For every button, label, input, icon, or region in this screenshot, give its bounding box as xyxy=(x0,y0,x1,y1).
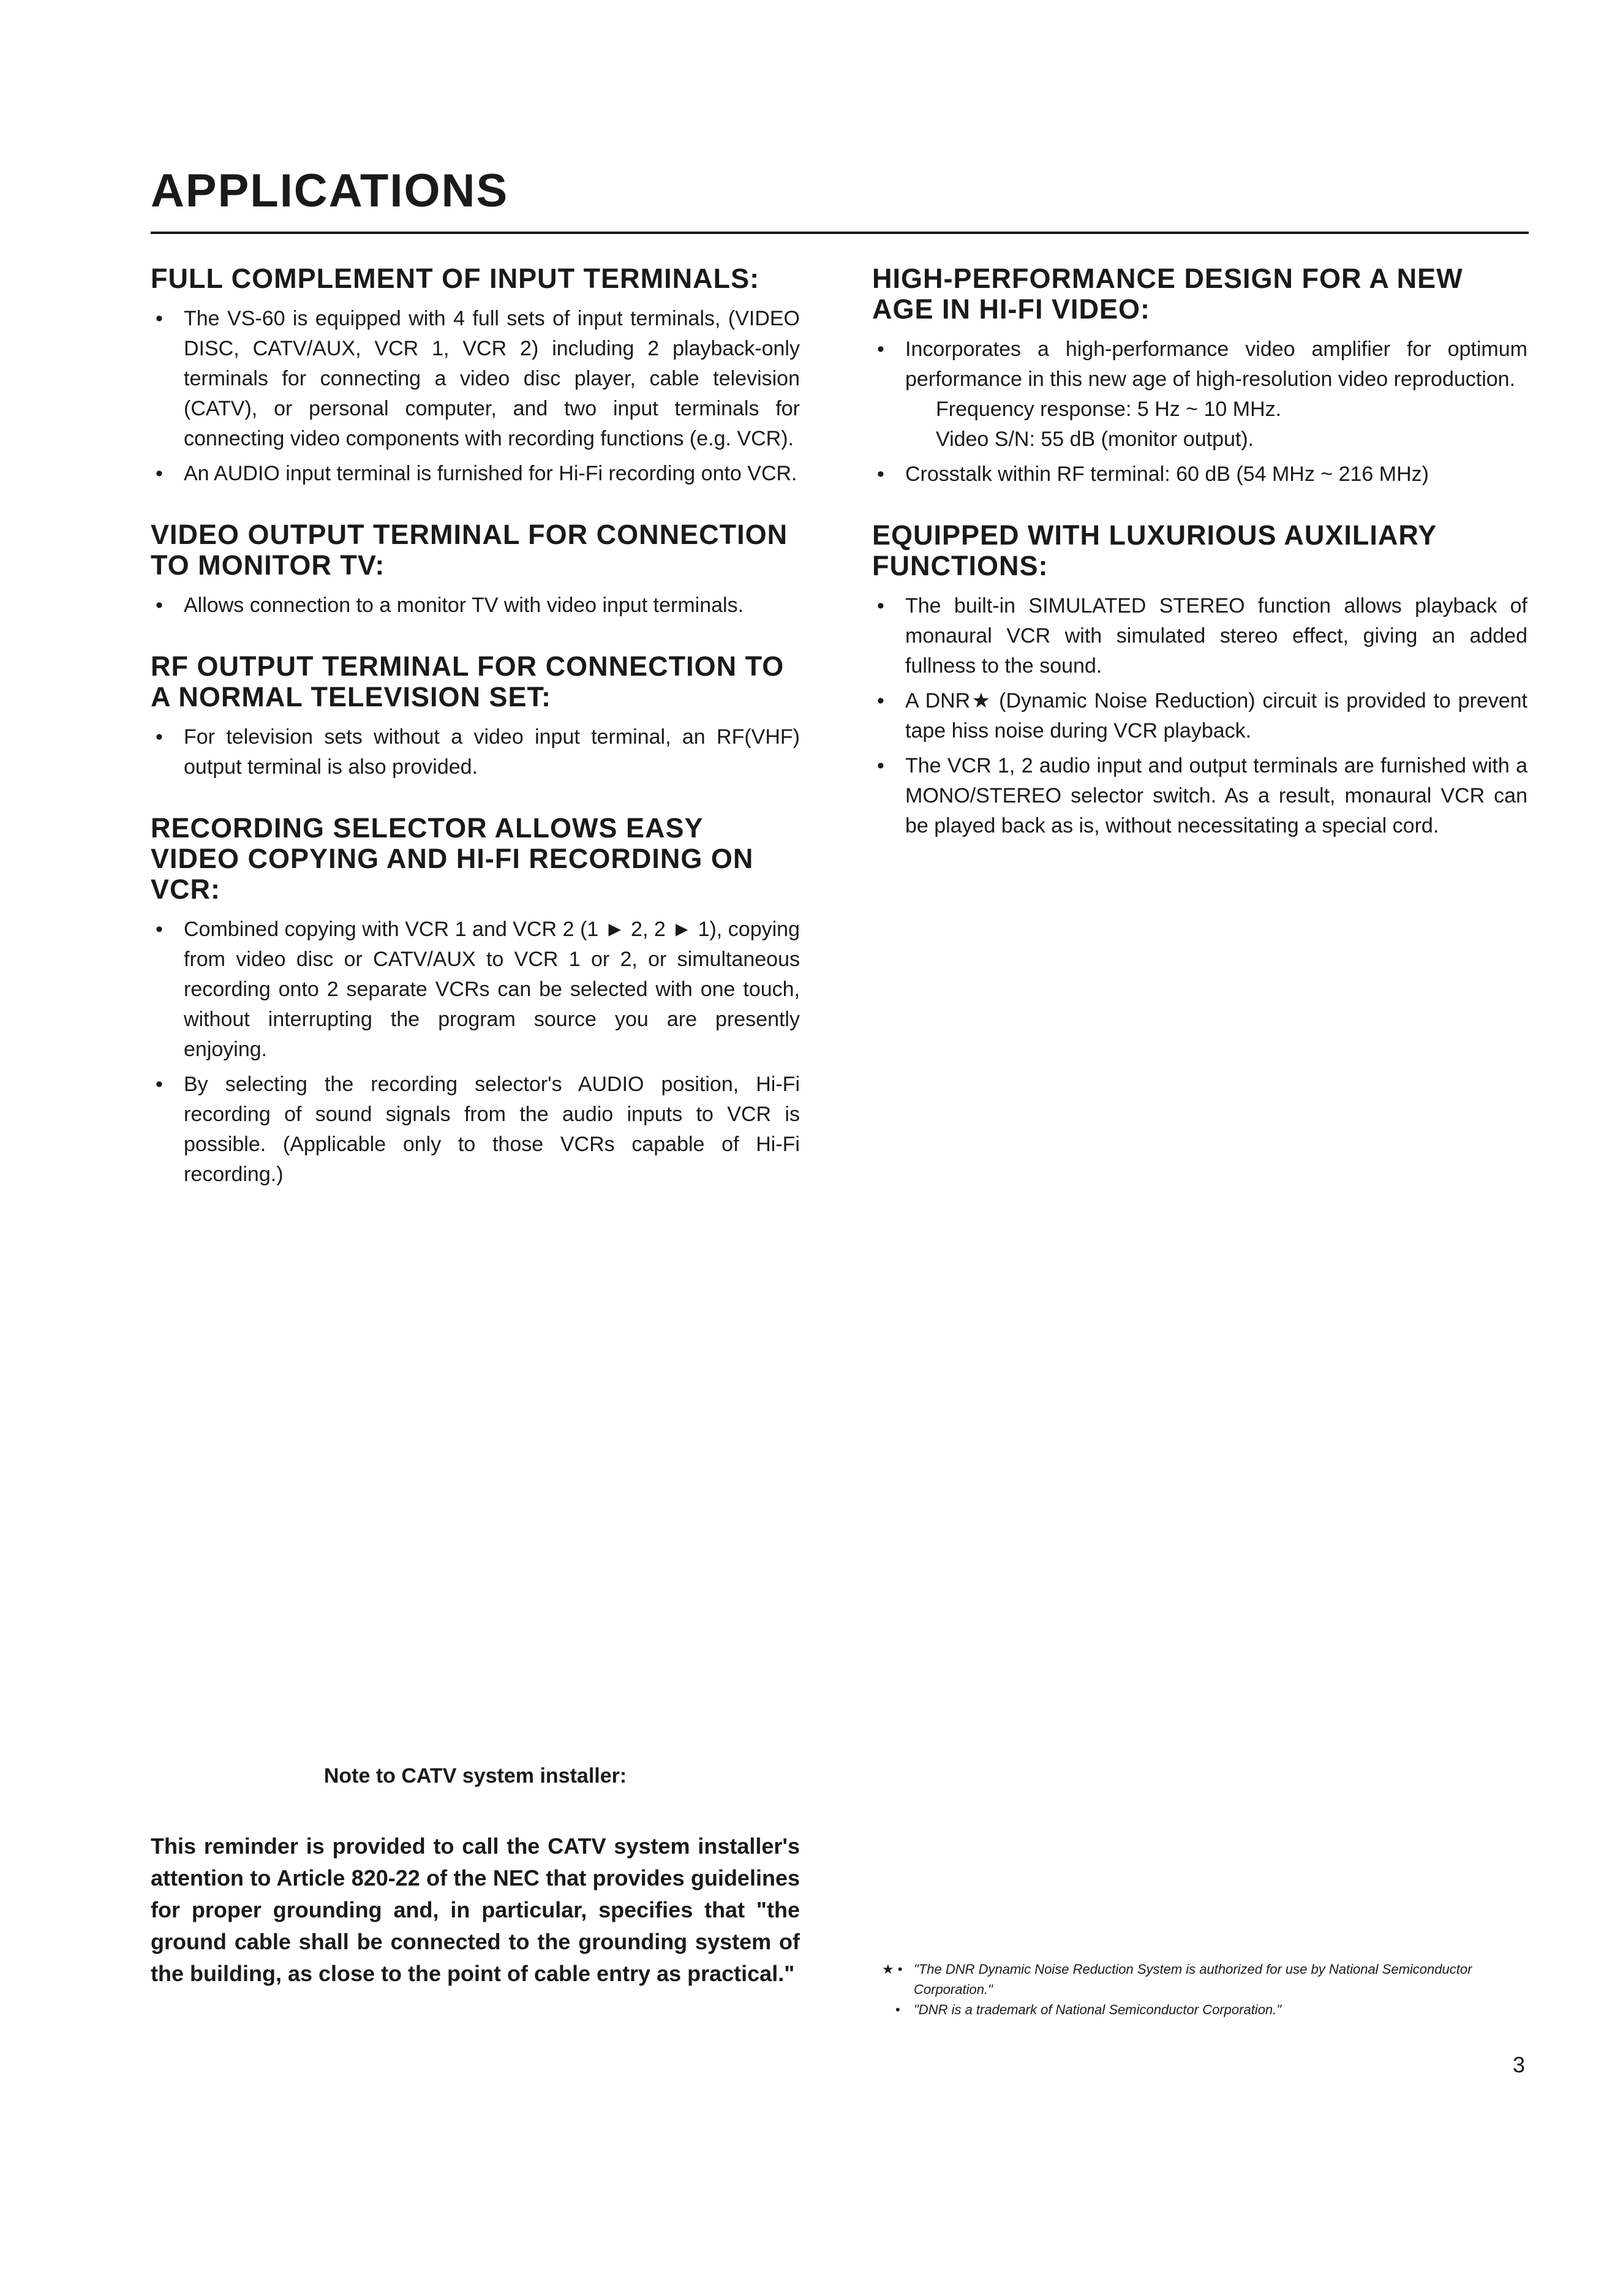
section-heading: HIGH-PERFORMANCE DESIGN FOR A NEW AGE IN HI-FI VIDEO: xyxy=(872,263,1463,325)
title-rule xyxy=(151,232,1529,234)
footnote-text: "The DNR Dynamic Noise Reduction System is authorized for use by National Semiconductor Corporation." xyxy=(914,1962,1472,1997)
bullet-item xyxy=(872,686,1527,746)
left-column xyxy=(151,263,800,1220)
footnote-text: "DNR is a trademark of National Semiconductor Corporation." xyxy=(914,2002,1282,2017)
footnote-line xyxy=(882,1959,1537,2000)
bullet-icon: • xyxy=(156,307,163,330)
bullet-list xyxy=(151,591,800,621)
bullet-item xyxy=(151,459,800,489)
bullet-icon: • xyxy=(156,918,163,941)
bullet-list xyxy=(151,304,800,489)
bullet-icon: • xyxy=(156,594,163,617)
note-body: This reminder is provided to call the CATV system installer's attention to Article 820-22 of the NEC that provides guidelines for proper grounding and, in particular, specifies that "the ground cable shall be connected to the grounding system of the building, as close to the point of cable entry as practical." xyxy=(151,1833,800,1986)
bullet-item xyxy=(872,334,1527,455)
section-auxiliary-functions xyxy=(872,520,1527,841)
section-input-terminals xyxy=(151,263,800,489)
bullet-item xyxy=(151,591,800,621)
bullet-icon: • xyxy=(877,463,884,486)
bullet-icon: • xyxy=(877,338,884,361)
bullet-item xyxy=(151,1070,800,1190)
footnote xyxy=(882,1959,1537,2020)
bullet-list xyxy=(151,722,800,782)
section-rf-output xyxy=(151,651,800,782)
bullet-list xyxy=(872,334,1527,489)
bullet-text: A DNR★ (Dynamic Noise Reduction) circuit is provided to prevent tape hiss noise during VCR playback. xyxy=(905,689,1527,742)
section-heading: EQUIPPED WITH LUXURIOUS AUXILIARY FUNCTIONS: xyxy=(872,519,1437,581)
section-recording-selector xyxy=(151,813,800,1190)
bullet-text: The VCR 1, 2 audio input and output terminals are furnished with a MONO/STEREO selector switch. As a result, monaural VCR can be played back as is, without necessitating a special cord. xyxy=(905,754,1527,837)
bullet-icon: • xyxy=(156,462,163,485)
bullet-icon: • xyxy=(877,594,884,617)
footnote-star-icon: ★ • xyxy=(882,1962,903,1977)
spec-video-sn: Video S/N: 55 dB (monitor output). xyxy=(936,428,1254,451)
bullet-list xyxy=(151,915,800,1190)
right-column xyxy=(872,263,1527,872)
note-title: Note to CATV system installer: xyxy=(323,1764,627,1788)
bullet-icon: • xyxy=(877,689,884,712)
bullet-icon: • xyxy=(156,1073,163,1096)
bullet-text: The VS-60 is equipped with 4 full sets of input terminals, (VIDEO DISC, CATV/AUX, VCR 1, VCR 2) including 2 playback-only terminals for connecting a video disc player, cable television (CATV), or personal computer, and two input terminals for connecting video components with recording functions (e.g. VCR). xyxy=(184,307,800,450)
spec-frequency-response: Frequency response: 5 Hz ~ 10 MHz. xyxy=(936,398,1282,421)
bullet-icon: • xyxy=(156,725,163,749)
bullet-text: For television sets without a video input terminal, an RF(VHF) output terminal is also provided. xyxy=(184,725,800,779)
bullet-item xyxy=(872,459,1527,489)
section-heading: RECORDING SELECTOR ALLOWS EASY VIDEO COPYING AND HI-FI RECORDING ON VCR: xyxy=(151,812,754,905)
bullet-text: Allows connection to a monitor TV with video input terminals. xyxy=(184,594,744,617)
footnote-bullet-icon: • xyxy=(895,2002,900,2017)
section-heading: FULL COMPLEMENT OF INPUT TERMINALS: xyxy=(151,263,760,294)
bullet-text: Incorporates a high-performance video amplifier for optimum performance in this new age of high-resolution video reproduction. xyxy=(905,338,1527,391)
bullet-text: The built-in SIMULATED STEREO function allows playback of monaural VCR with simulated stereo effect, giving an added fullness to the sound. xyxy=(905,594,1527,678)
bullet-text: Crosstalk within RF terminal: 60 dB (54 MHz ~ 216 MHz) xyxy=(905,463,1429,486)
bullet-text: By selecting the recording selector's AUDIO position, Hi-Fi recording of sound signals from the audio inputs to VCR is possible. (Applicable only to those VCRs capable of Hi-Fi recording.) xyxy=(184,1073,800,1186)
footnote-line xyxy=(882,2000,1537,2020)
section-heading: VIDEO OUTPUT TERMINAL FOR CONNECTION TO MONITOR TV: xyxy=(151,519,788,581)
section-heading: RF OUTPUT TERMINAL FOR CONNECTION TO A NORMAL TELEVISION SET: xyxy=(151,651,785,712)
section-video-output xyxy=(151,519,800,621)
bullet-list xyxy=(872,591,1527,841)
page-number: 3 xyxy=(1513,2052,1526,2077)
bullet-item xyxy=(872,591,1527,681)
bullet-text: Combined copying with VCR 1 and VCR 2 (1 ► 2, 2 ► 1), copying from video disc or CATV/AUX to VCR 1 or 2, or simultaneous recording onto 2 separate VCRs can be selected with one touch, without interrupting the program source you are presently enjoying. xyxy=(184,918,800,1061)
bullet-icon: • xyxy=(877,754,884,777)
page-title: APPLICATIONS xyxy=(151,165,509,217)
bullet-item xyxy=(151,304,800,454)
bullet-item xyxy=(151,915,800,1065)
bullet-text: An AUDIO input terminal is furnished for Hi-Fi recording onto VCR. xyxy=(184,462,797,485)
section-high-performance xyxy=(872,263,1527,489)
bullet-item xyxy=(872,751,1527,841)
bullet-item xyxy=(151,722,800,782)
